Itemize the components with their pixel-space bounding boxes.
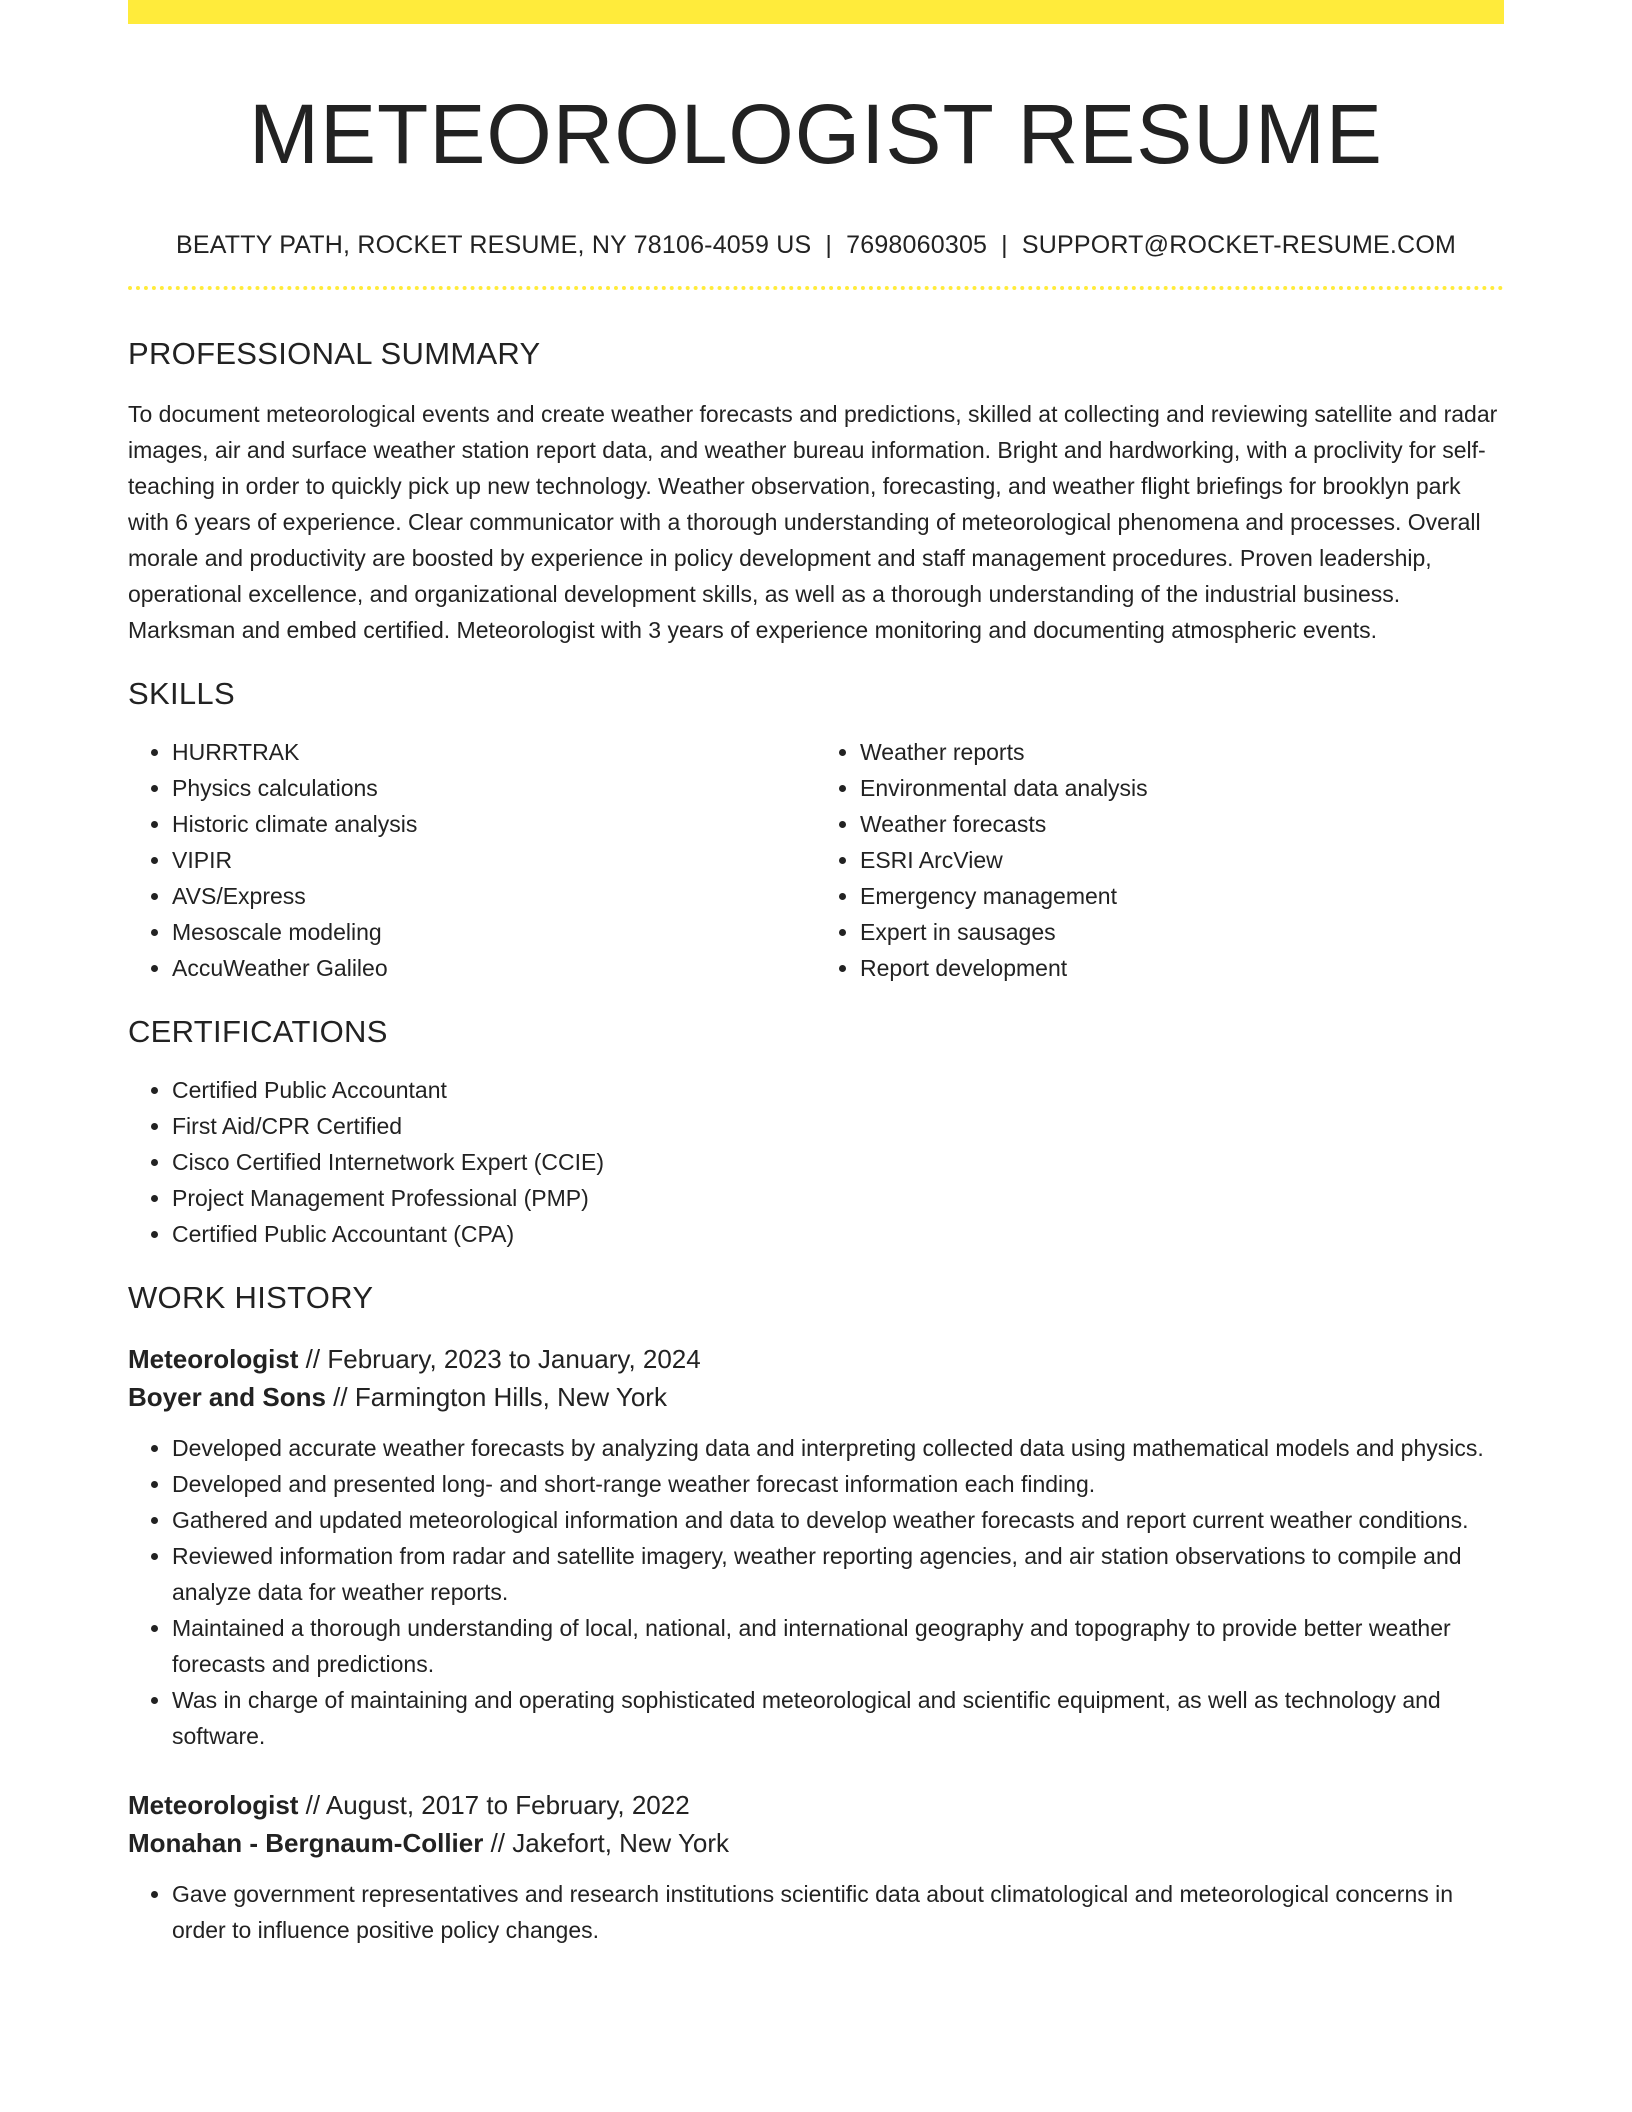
job-bullet: • Gathered and updated meteorological information and data to develop weather forecasts and report current weather conditions. (172, 1502, 1504, 1538)
skill-item: • Environmental data analysis (860, 770, 1504, 806)
dotted-divider (128, 286, 1504, 290)
job-title-line (128, 1340, 1504, 1378)
skills-column-right (816, 734, 1504, 986)
job-bullets (128, 1876, 1504, 1948)
skill-item: • VIPIR (172, 842, 816, 878)
job-bullet: • Maintained a thorough understanding of local, national, and international geography and topography to provide better weather forecasts and predictions. (172, 1610, 1504, 1682)
job-title: Meteorologist (128, 1343, 299, 1374)
certification-item: • Project Management Professional (PMP) (172, 1180, 1504, 1216)
summary-heading: PROFESSIONAL SUMMARY (128, 335, 541, 371)
job-company-line (128, 1378, 1504, 1416)
certifications-heading: CERTIFICATIONS (128, 1013, 388, 1049)
job-location: // Farmington Hills, New York (325, 1381, 667, 1412)
job-bullet: • Was in charge of maintaining and operating sophisticated meteorological and scientific equipment, as well as technology and software. (172, 1682, 1504, 1754)
certification-item: • Cisco Certified Internetwork Expert (CCIE) (172, 1144, 1504, 1180)
job-bullet: • Developed accurate weather forecasts by analyzing data and interpreting collected data using mathematical models and physics. (172, 1430, 1504, 1466)
contact-address: BEATTY PATH, ROCKET RESUME, NY 78106-4059 US (175, 230, 812, 259)
skill-item: • Expert in sausages (860, 914, 1504, 950)
skill-item: • Historic climate analysis (172, 806, 816, 842)
job-title: Meteorologist (128, 1789, 299, 1820)
certification-item: • Certified Public Accountant (172, 1072, 1504, 1108)
skill-item: • AVS/Express (172, 878, 816, 914)
skill-item: • Report development (860, 950, 1504, 986)
skill-item: • HURRTRAK (172, 734, 816, 770)
skill-item: • ESRI ArcView (860, 842, 1504, 878)
job-company-line (128, 1824, 1504, 1862)
certification-item: • Certified Public Accountant (CPA) (172, 1216, 1504, 1252)
skill-item: • Emergency management (860, 878, 1504, 914)
certification-item: • First Aid/CPR Certified (172, 1108, 1504, 1144)
skill-item: • Mesoscale modeling (172, 914, 816, 950)
skills-column-left (128, 734, 816, 986)
job-location: // Jakefort, New York (483, 1827, 730, 1858)
skill-item: • AccuWeather Galileo (172, 950, 816, 986)
job-bullet: • Reviewed information from radar and satellite imagery, weather reporting agencies, and air station observations to compile and analyze data for weather reports. (172, 1538, 1504, 1610)
job-entry (128, 1786, 1504, 1948)
skills-list (128, 734, 1504, 986)
job-bullets (128, 1430, 1504, 1754)
contact-phone: 7698060305 (846, 230, 988, 259)
resume-page (128, 0, 1504, 1948)
skill-item: • Weather forecasts (860, 806, 1504, 842)
job-bullet: • Developed and presented long- and short-range weather forecast information each finding. (172, 1466, 1504, 1502)
summary-text: To document meteorological events and create weather forecasts and predictions, skilled at collecting and reviewing satellite and radar images, air and surface weather station report data, and weather bureau information. Bright and hardworking, with a proclivity for self-teaching in order to quickly pick up new technology. Weather observation, forecasting, and weather flight briefings for brooklyn park with 6 years of experience. Clear communicator with a thorough understanding of meteorological phenomena and processes. Overall morale and productivity are boosted by experience in policy development and staff management procedures. Proven leadership, operational excellence, and organizational development skills, as well as a thorough understanding of the industrial business. Marksman and embed certified. Meteorologist with 3 years of experience monitoring and documenting atmospheric events. (128, 400, 1498, 643)
job-entry (128, 1340, 1504, 1754)
skill-item: • Physics calculations (172, 770, 816, 806)
job-company: Monahan - Bergnaum-Collier (128, 1827, 484, 1858)
skills-heading: SKILLS (128, 675, 235, 711)
work-history-heading: WORK HISTORY (128, 1279, 374, 1315)
job-dates: // February, 2023 to January, 2024 (298, 1343, 701, 1374)
job-company: Boyer and Sons (128, 1381, 326, 1412)
certifications-list (128, 1072, 1504, 1252)
skill-item: • Weather reports (860, 734, 1504, 770)
resume-title: METEOROLOGIST RESUME (249, 87, 1383, 181)
contact-line (128, 231, 1504, 260)
contact-separator: | (825, 230, 833, 259)
contact-separator: | (1001, 230, 1008, 259)
job-title-line (128, 1786, 1504, 1824)
job-bullet: • Gave government representatives and research institutions scientific data about climatological and meteorological concerns in order to influence positive policy changes. (172, 1876, 1504, 1948)
top-accent-bar (128, 0, 1504, 24)
job-dates: // August, 2017 to February, 2022 (298, 1789, 690, 1820)
contact-email: SUPPORT@ROCKET-RESUME.COM (1021, 230, 1456, 259)
